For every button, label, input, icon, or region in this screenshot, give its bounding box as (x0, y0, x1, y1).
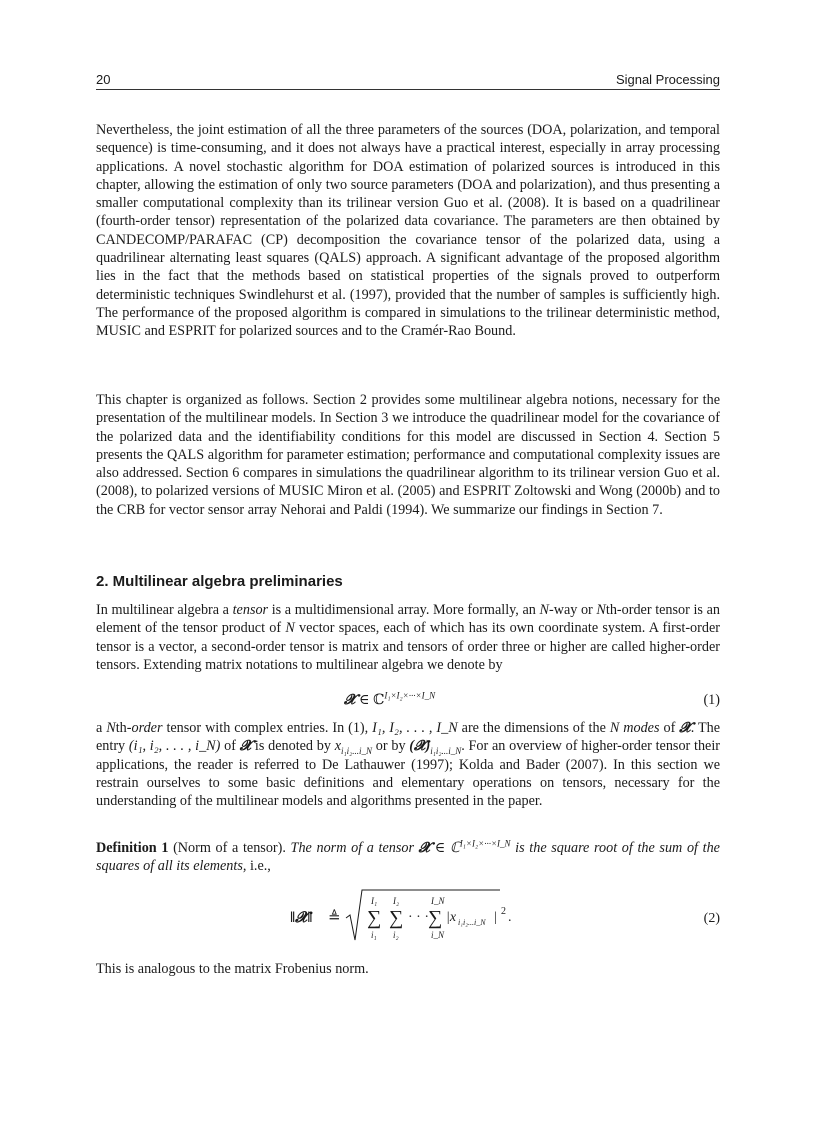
summand-term: |x (446, 910, 457, 925)
equation-1-body (344, 691, 435, 709)
text-run: or by (372, 738, 410, 755)
math-subscript: i₁i₂...i_N (341, 746, 373, 757)
paragraph-closing (96, 960, 720, 978)
equation-2-graphic (96, 888, 720, 948)
paragraph-text: This is analogous to the matrix Frobenius norm. (96, 961, 369, 977)
paragraph-text: This chapter is organized as follows. Section 2 provides some multilinear algebra notions, necessary for the presentation of the multilinear models. In Section 3 we introduce the quadrilinear model for the covariance of the polarized data and the identifiability conditions for this model are discussed in Section 4. Section 5 presents the QALS algorithm for parameter estimation; performance and computational complexity issues are also addressed. Section 6 compares in simulations the quadrilinear algorithm to its trilinear version Guo et al. (2008), to polarized versions of MUSIC Miron et al. (2005) and ESPRIT Zoltowski and Wong (2000b) and to the CRB for vector sensor array Nehorai and Paldi (1994). We summarize our findings in Section 7. (96, 392, 720, 518)
paragraph-tensor-definition (96, 601, 720, 674)
sum-lower-1: i₁ (371, 930, 377, 940)
equation-number: (1) (703, 692, 720, 708)
summand-subscript: i₁i₂...i_N (458, 918, 486, 927)
text-run: th-order tensor is an element of the tensor product of (96, 602, 720, 637)
running-title: Signal Processing (615, 72, 720, 87)
paragraph-text (96, 601, 720, 674)
equation-relation: ∈ ℂ (355, 692, 385, 708)
page-number: 20 (96, 72, 111, 87)
sigma-3: ∑ (428, 907, 443, 929)
paragraph-text (96, 719, 720, 810)
sigma-2: ∑ (389, 907, 404, 929)
sum-upper-1: I₁ (371, 896, 378, 906)
text-run: are the dimensions of the (457, 720, 610, 736)
definition-relation: ∈ ℂ (430, 840, 460, 856)
paragraph-text: Nevertheless, the joint estimation of all the three parameters of the sources (DOA, polarization, and temporal sequence) is time-consuming, and it does not always have a practical interest, especially in array processing applications. A novel stochastic algorithm for DOA estimation of polarized sources is introduced in this chapter, allowing the estimation of only two source parameters (DOA and polarization), and thus presenting a smaller computational complexity than its trilinear version Guo et al. (2008). It is based on a quadrilinear (fourth-order tensor) representation of the polarized data covariance. The parameters are then obtained by CANDECOMP/PARAFAC (CP) decomposition the covariance tensor of the polarized data, using a quadrilinear alternating least squares (QALS) approach. A significant advantage of the proposed algorithm lies in the fact that the methods based on statistical properties of the signals proved to outperform deterministic techniques Swindlehurst et al. (1997), provided that the number of samples is sufficiently high. The performance of the proposed algorithm is compared in simulations to the trilinear deterministic method, MUSIC and ESPRIT for polarized sources and to the Cramér-Rao Bound. (96, 122, 720, 340)
emph-order: order (131, 720, 163, 736)
equation-1 (96, 691, 720, 711)
text-run: of (663, 720, 680, 736)
summand-power: 2 (501, 906, 506, 917)
paragraph-organization (96, 391, 720, 519)
text-run: of (220, 738, 240, 755)
sum-upper-3: I_N (431, 896, 445, 906)
defeq-symbol: ≜ (328, 910, 341, 926)
page-header (96, 72, 720, 90)
definition-name: (Norm of a tensor). (168, 840, 286, 856)
equation-2 (96, 888, 720, 948)
definition-text (96, 839, 720, 876)
tensor-symbol: 𝓧 (239, 738, 252, 755)
tensor-symbol: 𝓧 (418, 840, 431, 856)
math-N: N (285, 620, 295, 637)
math-N: N (106, 720, 116, 736)
text-run: . The entry (96, 720, 720, 755)
tensor-symbol: 𝓧 (679, 720, 691, 736)
sum-lower-2: i₂ (393, 930, 399, 940)
text-run: is a multidimensional array. More formally, an (268, 602, 540, 618)
paragraph-intro (96, 121, 720, 341)
paragraph-tensor-notation (96, 719, 720, 810)
text-run: a (96, 720, 107, 736)
math-N: N (596, 602, 606, 618)
math-element-paren: (𝓧) (409, 738, 431, 755)
text-run: tensor with complex entries. In (1), (162, 720, 373, 736)
math-N: N (539, 602, 549, 618)
sigma-1: ∑ (367, 907, 382, 929)
equation-superscript: I₁×I₂×···×I_N (384, 690, 436, 701)
section-heading: 2. Multilinear algebra preliminaries (96, 573, 343, 590)
definition-block (96, 839, 720, 876)
math-dimensions: I₁, I₂, . . . , I_N (372, 720, 458, 736)
definition-label: Definition 1 (96, 840, 169, 856)
math-entry: (i₁, i₂, . . . , i_N) (128, 738, 221, 755)
text-run: th- (115, 720, 132, 736)
text-run: -way or (548, 602, 597, 618)
definition-statement: The norm of a tensor (285, 840, 419, 856)
emph-tensor: tensor (232, 602, 269, 618)
text-run: is denoted by (251, 738, 335, 755)
emph-modes: N modes (609, 720, 660, 736)
definition-statement: is the square root of the sum of the squares of all its elements, (96, 840, 720, 875)
sum-dots: · · · (408, 910, 429, 925)
definition-superscript: I₁×I₂×···×I_N (459, 838, 511, 849)
math-element: x (334, 738, 342, 755)
text-run: . For an overview of higher-order tensor their applications, the reader is referred to De Lathauwer (1997); Kolda and Bader (2007). In this section we restrain ourselves to some basic definitions and elementary operations on tensors, necessary for the understanding of the multilinear models and algorithms presented in the paper. (96, 738, 721, 810)
equation-period: . (508, 910, 512, 925)
equation-number: (2) (703, 911, 720, 926)
sum-lower-3: i_N (431, 930, 445, 940)
text-run: In multilinear algebra a (96, 602, 233, 618)
text-run: i.e., (246, 858, 271, 875)
norm-lhs: ‖𝓧‖ (290, 910, 313, 926)
section-heading-block (96, 573, 720, 591)
sum-upper-2: I₂ (393, 896, 400, 906)
math-subscript: i₁i₂...i_N (430, 746, 462, 757)
summand-end: | (494, 910, 497, 925)
tensor-symbol: 𝓧 (344, 692, 356, 708)
text-run: vector spaces, each of which has its own coordinate system. A first-order tensor is a vector, a second-order tensor is matrix and tensors of order three or higher are called higher-order tensors. Extending matrix notations to multilinear algebra we denote by (96, 620, 720, 673)
